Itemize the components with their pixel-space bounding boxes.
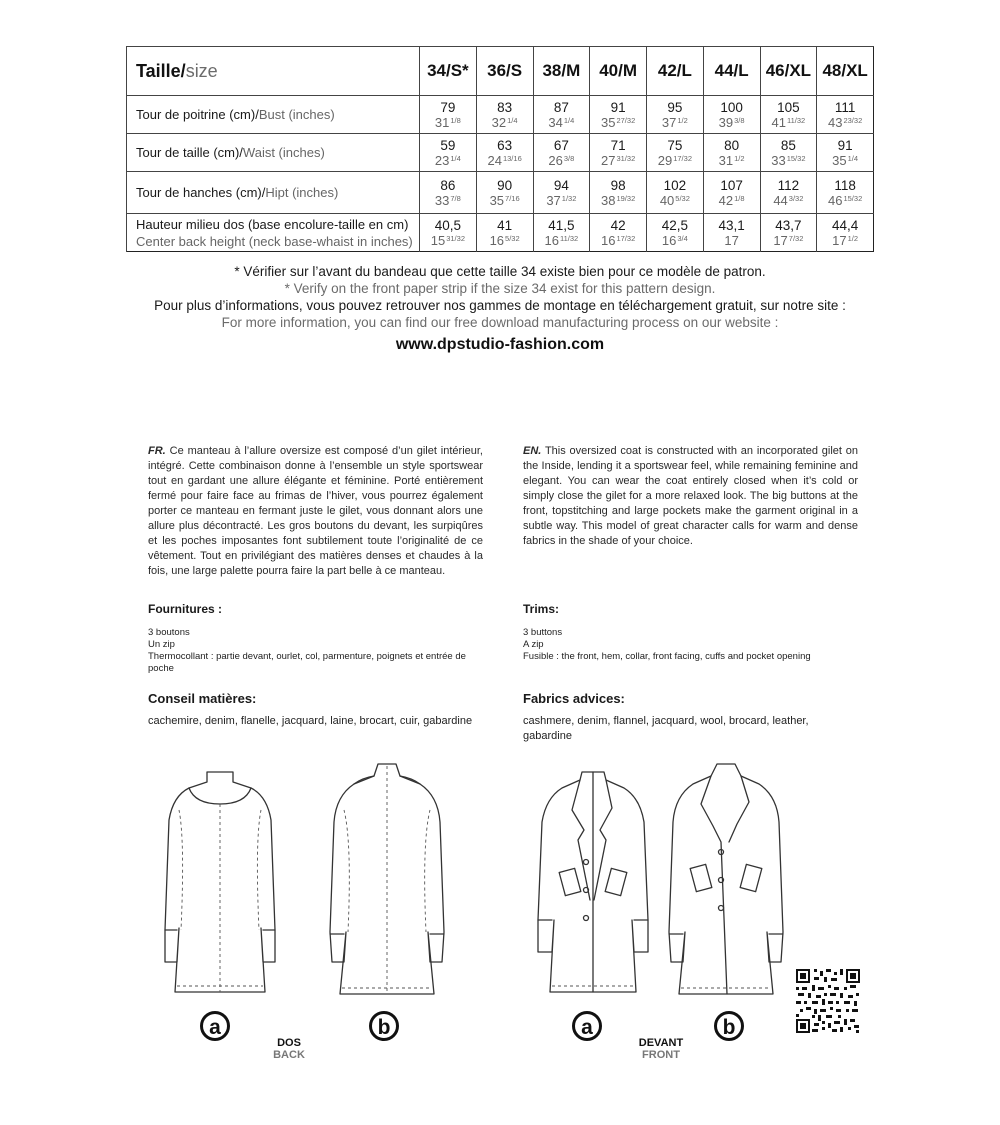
size-cell [476,96,533,134]
badge-b-front: b [714,1011,744,1041]
size-cell [420,172,477,214]
size-cell [533,96,590,134]
cm-value: 102 [663,177,687,193]
hip-row [127,172,874,214]
size-cell [703,214,760,252]
size-cell [420,96,477,134]
size-col-header: 46/XL [760,47,817,96]
notes [0,263,1000,353]
fr-trims-title: Fournitures : [148,602,222,616]
badge-a-back: a [200,1011,230,1041]
cm-value: 41 [497,217,513,233]
cm-value: 86 [440,177,456,193]
inch-value: $40^{5/32}$ [659,192,690,208]
size-cell [590,134,647,172]
cm-value: 80 [724,137,740,153]
inch-fraction: 1/2 [677,115,688,125]
inch-value: $37^{1/2}$ [661,114,688,130]
inch-value: $24^{13/16}$ [487,152,522,168]
inch-value: $37^{1/32}$ [546,192,577,208]
size-cell [760,96,817,134]
inch-fraction: 1/32 [561,193,577,203]
waist-row [127,134,874,172]
size-cell [533,172,590,214]
inch-value: $15^{31/32}$ [430,232,465,248]
inch-value: $32^{1/4}$ [491,114,518,130]
list-item: 3 boutons [148,627,190,638]
size-cell [703,134,760,172]
cm-value: 112 [777,177,800,193]
inch-fraction: 27/32 [616,115,636,125]
cm-value: 85 [780,137,796,153]
cm-value: 42 [610,217,626,233]
cm-value: 44,4 [831,217,859,233]
fr-fabrics-text: cachemire, denim, flanelle, jacquard, laine, brocart, cuir, gabardine [148,715,473,727]
fr-trims-list [148,627,483,675]
inch-fraction: 1/4 [563,115,575,125]
inch-fraction: 23/32 [843,115,863,125]
cm-value: 83 [497,99,513,115]
cm-value: 91 [610,99,626,115]
inch-fraction: 1/8 [450,115,461,125]
size-cell [760,134,817,172]
list-item: Un zip [148,639,175,650]
inch-value: $41^{11/32}$ [771,114,806,130]
coat-back-view-a [155,770,285,1005]
size-col-header: 40/M [590,47,647,96]
cm-value: 118 [834,177,856,193]
fr-fabrics-title: Conseil matières: [148,691,257,706]
inch-value: $43^{23/32}$ [828,114,863,130]
inch-fraction: 19/32 [616,193,636,203]
size-cell [817,172,874,214]
inch-value: $26^{3/8}$ [548,152,575,168]
cm-value: 42,5 [661,217,689,233]
cm-value: 67 [553,137,569,153]
inch-value: $17^{1/2}$ [832,232,859,248]
inch-value: $33^{15/32}$ [771,152,806,168]
inch-fraction: 5/32 [505,233,520,243]
size-cell [817,134,874,172]
size-cell [476,134,533,172]
back-height-row [127,214,874,252]
size-cell [420,134,477,172]
cm-value: 100 [720,99,743,115]
cm-value: 87 [553,99,569,115]
qr-code[interactable] [796,969,860,1033]
badge-a-front: a [572,1011,602,1041]
inch-fraction: 1/4 [507,115,518,125]
bust-row [127,96,874,134]
size-cell [817,214,874,252]
inch-value: $16^{11/32}$ [544,232,579,248]
inch-value: $31^{1/2}$ [718,152,745,168]
coat-front-view-b [661,762,791,1007]
info-note-en: For more information, you can find our free download manufacturing process on our website : [221,315,779,330]
inch-fraction: 31/32 [616,153,636,163]
inch-fraction: 13/16 [502,153,522,163]
inch-fraction: 11/32 [787,115,806,125]
inch-value: $42^{1/8}$ [718,192,745,208]
cm-value: 94 [553,177,569,193]
cm-value: 105 [777,99,800,115]
size-cell [647,172,704,214]
cm-value: 43,7 [775,217,802,233]
inch-fraction: 3/8 [734,115,745,125]
inch-fraction: 1/8 [734,193,745,203]
size-cell [817,96,874,134]
inch-fraction: 17/32 [673,153,692,163]
size-cell [647,214,704,252]
inch-value: $34^{1/4}$ [548,114,575,130]
inch-value: $31^{1/8}$ [434,114,461,130]
size-cell [590,214,647,252]
inch-value: $16^{3/4}$ [661,232,688,248]
front-caption: DEVANT FRONT [638,1037,684,1061]
fr-column [148,444,483,579]
cm-value: 40,5 [434,217,462,233]
inch-value: $23^{1/4}$ [434,152,461,168]
size-col-header: 36/S [476,47,533,96]
size-cell [476,214,533,252]
inch-value: $27^{31/32}$ [601,152,636,168]
inch-value: $29^{17/32}$ [657,152,692,168]
verify-note-fr: * Vérifier sur l’avant du bandeau que cette taille 34 existe bien pour ce modèle de patron. [234,264,766,279]
row-label: Tour de hanches (cm)/Hipt (inches) [127,172,420,214]
inch-fraction: 1/2 [847,233,859,243]
size-cell [590,96,647,134]
size-col-header: 44/L [703,47,760,96]
inch-fraction: 1/2 [734,153,745,163]
inch-fraction: 7/16 [505,193,520,203]
list-item: 3 buttons [523,627,563,638]
inch-value: $44^{3/32}$ [773,192,804,208]
size-cell [533,214,590,252]
en-fabrics-text: cashmere, denim, flannel, jacquard, wool, brocard, leather, gabardine [523,715,809,742]
size-cell [703,96,760,134]
inch-fraction: 31/32 [446,233,465,243]
en-fabrics-title: Fabrics advices: [523,691,625,706]
info-note-fr: Pour plus d’informations, vous pouvez retrouver nos gammes de montage en téléchargement gratuit, sur notre site : [154,298,846,313]
size-col-header: 48/XL [817,47,874,96]
inch-fraction: 1/4 [450,153,461,163]
badge-b-back: b [369,1011,399,1041]
cm-value: 107 [720,177,743,193]
inch-fraction: 3/4 [677,233,688,243]
size-cell [590,172,647,214]
size-header-label: Taille/size [127,47,420,96]
cm-value: 75 [667,137,683,153]
en-trims-list [523,627,858,663]
inch-fraction: 15/32 [843,193,863,203]
size-cell [647,134,704,172]
size-col-header: 34/S* [420,47,477,96]
inch-value: $46^{15/32}$ [828,192,863,208]
size-col-header: 38/M [533,47,590,96]
size-cell [760,214,817,252]
row-label: Tour de taille (cm)/Waist (inches) [127,134,420,172]
cm-value: 63 [497,137,513,153]
back-caption: DOS BACK [273,1037,305,1061]
cm-value: 90 [497,177,513,193]
cm-value: 111 [834,99,856,115]
website-link[interactable]: www.dpstudio-fashion.com [395,336,605,353]
size-col-header: 42/L [647,47,704,96]
inch-fraction: 7/32 [788,233,804,243]
size-cell [533,134,590,172]
inch-fraction: 3/8 [563,153,575,163]
inch-value: $16^{17/32}$ [601,232,636,248]
list-item: A zip [523,639,544,650]
coat-back-view-b [322,762,452,1007]
inch-fraction: 17/32 [616,233,636,243]
cm-value: 98 [610,177,626,193]
size-cell [476,172,533,214]
inch-value: $35^{1/4}$ [832,152,859,168]
inch-value: $17^{7/32}$ [773,232,804,248]
inch-value: $33^{7/8}$ [434,192,461,208]
en-description: EN. This oversized coat is constructed with an incorporated gilet on the Inside, lending it a sportswear feel, while remaining feminine and elegant. You can wear the coat entirely closed when it’s cold or simply close the gilet for a more relaxed look. The big buttons at the front, topstitching and large pockets make the garment original in a subtle way. This model of great character calls for warm and dense fabrics in the shade of your choice. [523,445,858,547]
size-cell [703,172,760,214]
size-table [126,46,874,252]
cm-value: 91 [837,137,853,153]
en-column [523,444,858,549]
cm-value: 59 [440,137,456,153]
cm-value: 79 [440,99,456,115]
inch-value: $38^{19/32}$ [601,192,636,208]
size-cell [760,172,817,214]
list-item: Thermocollant : partie devant, ourlet, col, parmenture, poignets et entrée de poche [148,651,466,674]
size-header-row [127,47,874,96]
cm-value: 71 [610,137,626,153]
cm-value: 41,5 [548,217,575,233]
list-item: Fusible : the front, hem, collar, front facing, cuffs and pocket opening [523,651,811,662]
fr-description: FR. Ce manteau à l’allure oversize est composé d’un gilet intérieur, intégré. Cette combinaison donne à l’ensemble un style sportswear tout en gardant une allure élégante et féminine. Porté entièrement fermé pour faire face au frimas de l’hiver, vous pourrez également porter ce manteau en fermant juste le gilet, vous donnant alors une allure plus décontracté. Les gros boutons du devant, les surpiqûres et les poches imposantes font subtilement toute l’originalité de ce vêtement. Tout en privilégiant des matières denses et chaudes à la fois, une large palette pourra faire la part belle à ce manteau. [148,445,483,577]
inch-fraction: 1/4 [847,153,859,163]
inch-value: $16^{5/32}$ [489,232,520,248]
inch-fraction: 3/32 [788,193,804,203]
inch-value: $39^{3/8}$ [718,114,745,130]
row-label: Tour de poitrine (cm)/Bust (inches) [127,96,420,134]
coat-front-view-a [528,770,658,1005]
verify-note-en: * Verify on the front paper strip if the size 34 exist for this pattern design. [284,281,716,296]
inch-value: 17 [724,232,739,248]
cm-value: 43,1 [718,217,745,233]
inch-value: $35^{7/16}$ [489,192,520,208]
inch-fraction: 11/32 [560,233,579,243]
inch-value: $35^{27/32}$ [601,114,636,130]
row-label: Hauteur milieu dos (base encolure-taille en cm) Center back height (neck base-whaist in inches) [127,214,420,252]
cm-value: 95 [667,99,683,115]
inch-fraction: 15/32 [786,153,806,163]
size-cell [647,96,704,134]
inch-fraction: 7/8 [450,193,461,203]
inch-fraction: 5/32 [675,193,690,203]
en-trims-title: Trims: [523,602,560,616]
size-cell [420,214,477,252]
